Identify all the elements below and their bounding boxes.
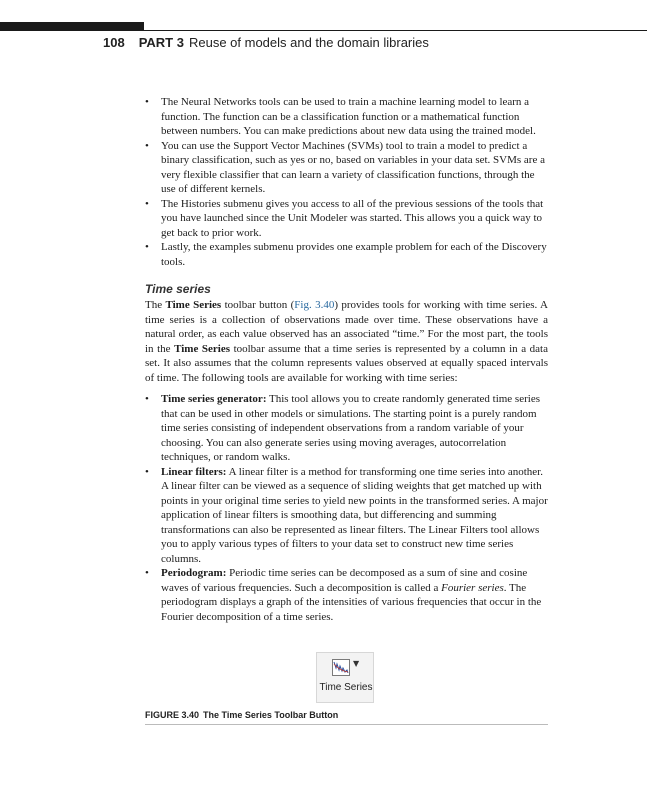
list-item: • Lastly, the examples submenu provides one example problem for each of the Discovery tools. [145,241,547,268]
intro-bullet-list [145,95,548,269]
bullet-icon: • [145,393,149,405]
time-series-toolbar-button[interactable] [316,652,374,703]
tool-bullet-list [145,392,548,624]
button-label: Time Series [319,682,373,693]
header-rule-thin [144,30,647,31]
part-title: Reuse of models and the domain libraries [188,35,429,50]
page-number: 108 [103,35,125,50]
bullet-icon: • [145,465,149,478]
figure-caption-text: The Time Series Toolbar Button [203,710,339,720]
section-heading: Time series [145,282,211,296]
bullet-icon: • [145,139,149,152]
body-content [145,95,548,624]
figure-reference-link[interactable]: Fig. 3.40 [294,299,335,311]
part-label: PART 3 [138,35,184,50]
running-head [103,35,429,50]
figure-caption [145,710,548,725]
figure-label: FIGURE 3.40 [145,710,200,720]
dropdown-arrow-icon[interactable]: ▼ [353,659,360,668]
section-paragraph: The Time Series toolbar button (Fig. 3.40) provides tools for working with time series. A time series is a collection of observations made over time. These observations have a natural order, as each value observed has an associated “time.” For the most part, the tools in the Time Series toolbar assume that a time series is represented by a column in a data set. It also assumes that the column represents values observed at equally spaced intervals of time. The following tools are available for working with time series: [145,299,548,384]
time-series-chart-icon [332,659,350,676]
bullet-icon: • [145,96,149,108]
bullet-icon: • [145,197,149,210]
list-item: • Periodogram: Periodic time series can be decomposed as a sum of sine and cosine waves of various frequencies. Such a decomposition is called a Fourier series. The periodogram displays a graph of the intensities of various frequencies that occur in the Fourier decomposition of a time series. [145,567,542,623]
list-item: • You can use the Support Vector Machines (SVMs) tool to train a model to predict a binary classification, such as yes or no, based on variables in your data set. SVMs are a very flexible classifier that can learn a variety of classification functions, through the use of different kernels. [145,139,545,195]
list-item: • Time series generator: This tool allows you to create randomly generated time series that can be used in other models or simulations. The starting point is a purely random time series consisting of independent observations from a random variable of your choosing. You can also generate series using moving averages, autocorrelation techniques, or random walks. [145,393,540,463]
list-item: • The Histories submenu gives you access to all of the previous sessions of the tools that you have launched since the Unit Modeler was started. This allows you a quick way to get back to prior work. [145,197,544,239]
bullet-icon: • [145,241,149,253]
list-item: • The Neural Networks tools can be used to train a machine learning model to learn a function. The function can be a classification function or a mathematical function between numbers. You can make predictions about new data using the trained model. [145,96,536,137]
header-rule-thick [0,22,144,31]
list-item: • Linear filters: A linear filter is a method for transforming one time series into another. A linear filter can be viewed as a sequence of sliding weights that get matched up with points in your original time series to yield new points in the transformed series. A major application of linear filters is smoothing data, but differencing and summing transformations can also be represented as linear filters. The Linear Filters tool allows you to apply various types of filters to your data set to construct new time series columns. [145,465,548,565]
bullet-icon: • [145,567,149,579]
